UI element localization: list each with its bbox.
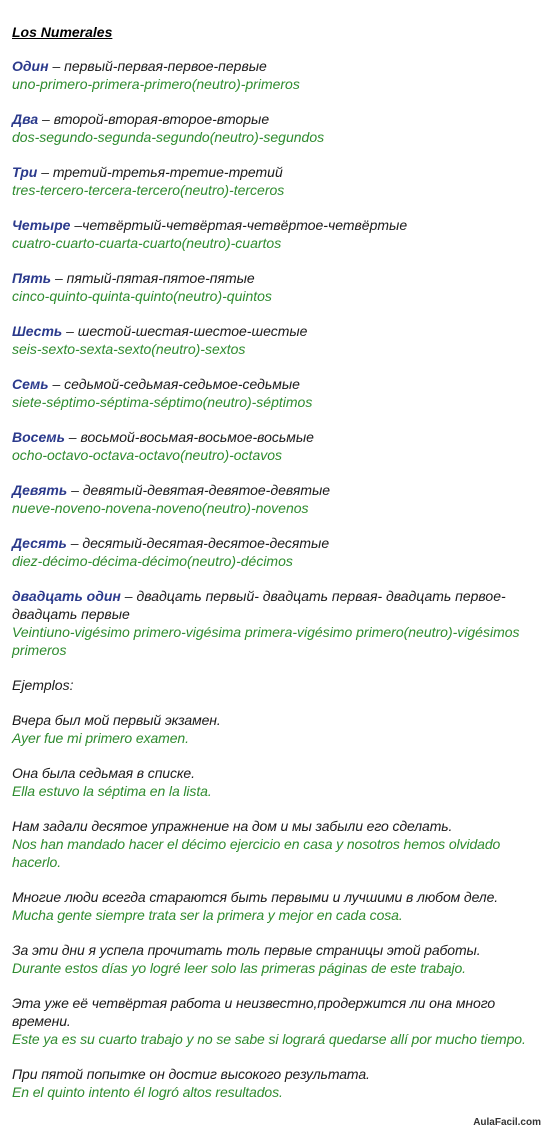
numeral-russian (12, 587, 537, 623)
examples-list (12, 711, 537, 1101)
numeral-spanish: cuatro-cuarto-cuarta-cuarto(neutro)-cuartos (12, 235, 282, 251)
page-title: Los Numerales (12, 24, 113, 40)
example-item (12, 888, 537, 924)
site-watermark: AulaFacil.com (473, 1117, 541, 1128)
numeral-entry (12, 587, 537, 659)
document-page (12, 24, 537, 1118)
numeral-russian (12, 481, 537, 499)
numeral-forms: – первый-первая-первое-первые (48, 58, 267, 74)
numeral-word: Два (12, 111, 39, 127)
numeral-spanish: cinco-quinto-quinta-quinto(neutro)-quintos (12, 288, 272, 304)
example-spanish: En el quinto intento él logró altos resultados. (12, 1084, 283, 1100)
example-item (12, 817, 537, 871)
numeral-spanish: Veintiuno-vigésimo primero-vigésima primera-vigésimo primero(neutro)-vigésimos primeros (12, 624, 520, 658)
numeral-forms: – двадцать первый- двадцать первая- двадцать первое-двадцать первые (12, 588, 506, 622)
numeral-forms: – третий-третья-третие-третий (37, 164, 283, 180)
example-spanish: Ayer fue mi primero examen. (12, 730, 189, 746)
example-spanish: Mucha gente siempre trata ser la primera y mejor en cada cosa. (12, 907, 403, 923)
example-spanish: Nos han mandado hacer el décimo ejercicio en casa y nosotros hemos olvidado hacerlo. (12, 836, 501, 870)
numeral-forms: – пятый-пятая-пятое-пятые (51, 270, 255, 286)
numeral-word: Четыре (12, 217, 71, 233)
numeral-spanish: dos-segundo-segunda-segundo(neutro)-segundos (12, 129, 325, 145)
numeral-forms: – восьмой-восьмая-восьмое-восьмые (64, 429, 314, 445)
numeral-entry (12, 534, 537, 570)
numeral-spanish: diez-décimo-décima-décimo(neutro)-décimos (12, 553, 293, 569)
numeral-russian (12, 269, 537, 287)
example-item (12, 711, 537, 747)
example-item (12, 994, 537, 1048)
numeral-spanish: nueve-noveno-novena-noveno(neutro)-novenos (12, 500, 309, 516)
example-spanish: Este ya es su cuarto trabajo y no se sabe si logrará quedarse allí por mucho tiempo. (12, 1031, 526, 1047)
numeral-forms: – девятый-девятая-девятое-девятые (67, 482, 331, 498)
numeral-word: Семь (12, 376, 49, 392)
numeral-word: Пять (12, 270, 52, 286)
numeral-spanish: ocho-octavo-octava-octavo(neutro)-octavos (12, 447, 283, 463)
example-russian: При пятой попытке он достиг высокого результата. (12, 1066, 370, 1082)
numeral-word: Три (12, 164, 38, 180)
numeral-russian (12, 428, 537, 446)
example-item (12, 941, 537, 977)
numeral-russian (12, 534, 537, 552)
example-russian: Она была седьмая в списке. (12, 765, 195, 781)
numeral-entry (12, 216, 537, 252)
numeral-russian (12, 375, 537, 393)
example-item (12, 764, 537, 800)
numeral-spanish: uno-primero-primera-primero(neutro)-primeros (12, 76, 300, 92)
numeral-russian (12, 216, 537, 234)
numeral-forms: – второй-вторая-второе-вторые (38, 111, 270, 127)
numeral-entry (12, 269, 537, 305)
example-spanish: Durante estos días yo logré leer solo las primeras páginas de este trabajo. (12, 960, 466, 976)
numeral-entry (12, 322, 537, 358)
example-spanish: Ella estuvo la séptima en la lista. (12, 783, 212, 799)
example-item (12, 1065, 537, 1101)
example-russian: Нам задали десятое упражнение на дом и мы забыли его сделать. (12, 818, 453, 834)
numeral-word: Десять (12, 535, 67, 551)
numeral-spanish: tres-tercero-tercera-tercero(neutro)-terceros (12, 182, 285, 198)
numeral-russian (12, 322, 537, 340)
numeral-spanish: seis-sexto-sexta-sexto(neutro)-sextos (12, 341, 246, 357)
numeral-russian (12, 57, 537, 75)
numeral-entry (12, 375, 537, 411)
example-russian: Эта уже её четвёртая работа и неизвестно,продержится ли она много времени. (12, 995, 496, 1029)
example-russian: Вчера был мой первый экзамен. (12, 712, 221, 728)
example-russian: За эти дни я успела прочитать толь первые страницы этой работы. (12, 942, 481, 958)
numeral-word: двадцать один (12, 588, 121, 604)
numeral-word: Восемь (12, 429, 65, 445)
numeral-entry (12, 428, 537, 464)
numeral-entry (12, 481, 537, 517)
numeral-forms: – седьмой-седьмая-седьмое-седьмые (48, 376, 300, 392)
numeral-russian (12, 163, 537, 181)
numeral-entry (12, 110, 537, 146)
numeral-forms: – шестой-шестая-шестое-шестые (62, 323, 308, 339)
numeral-word: Девять (12, 482, 68, 498)
numeral-russian (12, 110, 537, 128)
numeral-forms: – десятый-десятая-десятое-десятые (66, 535, 330, 551)
numeral-word: Шесть (12, 323, 63, 339)
examples-label: Ejemplos: (12, 677, 74, 693)
numerals-list (12, 57, 537, 659)
example-russian: Многие люди всегда стараются быть первыми и лучшими в любом деле. (12, 889, 499, 905)
numeral-entry (12, 163, 537, 199)
numeral-spanish: siete-séptimo-séptima-séptimo(neutro)-séptimos (12, 394, 313, 410)
numeral-word: Один (12, 58, 49, 74)
numeral-forms: –четвёртый-четвёртая-четвёртое-четвёртые (70, 217, 408, 233)
numeral-entry (12, 57, 537, 93)
